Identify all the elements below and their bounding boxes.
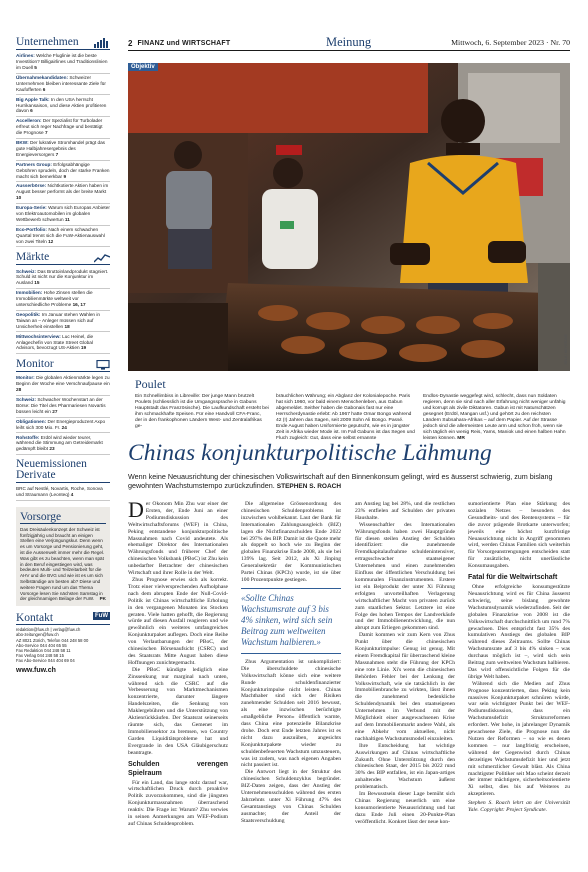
entry-text: Hohe Zinsen stellen die Immobilienmärkte weltweit vor unterschiedliche Probleme [16, 290, 93, 308]
entry-label: Monitor: [16, 375, 35, 381]
section-name: Meinung [326, 35, 372, 49]
entry-label: Schweiz: [16, 397, 37, 403]
entry-page: 15 [34, 280, 40, 286]
caption-title: Poulet [135, 377, 166, 391]
entry-text: Welche Fluglinie ist die beste Investition? Billigairlines und Traditionslinien im Duell [16, 53, 108, 70]
sidebar-entry-maerkte[interactable] [16, 267, 110, 289]
entry-text: Warum sich Europas Anbieter von Elektroautomobilen im globalen Wettbewerb schwertun [16, 205, 110, 222]
sidebar-entry-emissionen[interactable] [16, 485, 110, 501]
sidebar-entry-unternehmen[interactable] [16, 182, 110, 204]
entry-label: Airlines: [16, 53, 35, 59]
entry-text: Der Spezialist für Turbolader erfreut sich reger Nachfrage und bestätigt die Prognose [16, 118, 103, 136]
sidebar-entry-unternehmen[interactable] [16, 161, 110, 183]
section-maerkte [16, 251, 110, 265]
monitor-icon [96, 360, 110, 370]
vorsorge-title: Vorsorge [20, 511, 106, 524]
unternehmen-list [16, 52, 110, 247]
entry-label: Schweiz: [16, 268, 37, 274]
entry-text: Nichtkotierte Aktien haben im August besser performt als der breite Markt [16, 183, 109, 195]
sidebar-entry-monitor[interactable] [16, 433, 110, 455]
line-chart-icon [94, 253, 110, 263]
bar-chart-icon [94, 38, 110, 48]
entry-label: Accelleron: [16, 118, 42, 124]
sidebar-entry-unternehmen[interactable] [16, 226, 110, 248]
kontakt-line: Abo-Service 044 404 65 55 [16, 642, 67, 648]
entry-label: Ausserbörse: [16, 183, 47, 189]
kontakt-line: Fax Verlag 044 248 58 15 [16, 653, 64, 659]
subheading: Schulden verengen Spielraum [128, 760, 228, 777]
entry-text: Im Januar stehen Wahlen in Taiwan an – Anleger müssen sich auf Unsicherheit einstellen [16, 311, 100, 329]
entry-label: Übernahmekandidaten: [16, 74, 69, 80]
entry-text: Die globalen Aktienmärkte legen zu Beginn der Woche eine Verschnaufpause ein [16, 375, 110, 387]
drop-cap: D [128, 501, 144, 522]
entry-text: Der lukrative Stromhandel prägt das gute Halbjahresergebnis des Energieversorgers [16, 140, 106, 157]
section-monitor [16, 358, 110, 372]
vorsorge-box [16, 507, 110, 606]
article-col-3: am Anstieg lag bei 28%, und die restlichen 23% entfielen auf Schulden der privaten Haushalte. Wissenschaftler des Internationalen Währungsfonds haben zwei Hauptgründe für diesen steilen Anstieg der Schulden identifiziert: die zunehmende Fremdkapitalaufnahme schuldenintensiver, ertragsschwacher staatseigener Unternehmen und einen zunehmenden Einfluss der öffentlichen Verschuldung bei kommunalen Finanzinstrumenten. Erstere ist ein Beiprodukt der unter Xi Führung erfolgten unvorteilhaften Verlagerung wirtschaftlicher Macht von privaten zurück zum staatlichen Sektor. Letztere ist eine Folge des hohen Tempos der Landverkäufe und der Immobilienentwicklung, die nun abrupt zum Erliegen gekommen sind. Damit kommen wir zum Kern von Zhus Punkt über die chinesischen Konjunkturimpulse: Genug ist genug. Mit einem Fremdkapital für überraschend kleine Massnahmen steht die Führung der KPCh eine rote Linie. Xi's wenn die chinesischen Behörden Fehler bei der Lenkung der Volkswirtschaft, wie sie tatsächlich in der Immobilienbranche zu wirkten, lässt ihnen die zunehmend bedenkliche Schuldendynamik bei den staatseigenen Unternehmen im Verbund mit der Möglichkeit einer ausgewachsenen Krise auf dem Immobilienmarkt andere Wahl, als eine Abkehr vom aktuellen, nicht nachhaltigen Wachstumsmodell einzuleiten. Ihre Entscheidung hat wichtige Auswirkungen auf Chinas wirtschaftliche Zukunft. Ohne Unterstützung durch den chinesischen Staat, der 2015 bis 2022 rund 30% des BIP entfallen, ist ein Japan-artiges anhaltendes Wachstum äußerst problematisch. Im Bewusstsein dieser Lage bemüht sich Chinas Regierung neuerlich um eine konsumorientierte Neuausrichtung und hat dazu Ende Juli einen 20-Punkte-Plan veröffentlicht. Konkret lässt der neue kon- [355, 501, 455, 825]
photo-label: Objektiv [128, 63, 158, 71]
sidebar-entry-unternehmen[interactable] [16, 204, 110, 226]
caption-col-1: Ein Schnellimbiss in Libreville: Der junge Mann brutzelt Poulets (schliesslich ist die Umgangssprache in Gabuns Hauptstadt das Französische). Die Laufkundschaft ersteht bei ihm schmackhafte Speisen. Für eine Handvoll CFA-Franc, der in den frankophonen Ländern West- und Zentralafrikas ge- [135, 394, 269, 429]
entry-page: 24 [61, 424, 67, 430]
fuw-logo-icon: FuW [95, 613, 108, 620]
entry-page: 19 [80, 345, 87, 351]
entry-text: In den USA herrscht Hurrikansaison, und diese Aktien profitieren davon [16, 96, 107, 114]
kontakt-line: AZ 8021 Zürich, Telefon 044 248 58 00 [16, 637, 89, 643]
entry-page: 6 [42, 86, 46, 92]
entry-label: Immobilien: [16, 290, 43, 296]
sidebar-entry-unternehmen[interactable] [16, 95, 110, 117]
subheading: Fatal für die Weltwirtschaft [468, 574, 558, 582]
entry-page: 7 [55, 151, 59, 157]
section-title: Unternehmen [16, 36, 79, 48]
entry-page: 7 [44, 130, 48, 136]
author-signature: Stephen S. Roach lehrt an der Universität Yale. Copyright: Project Syndicate. [468, 800, 570, 814]
pull-quote: «Sollte Chinas Wachstumsrate auf 3 bis 4% sinken, wird sich sein Beitrag zum weltweiten Wachstum halbieren.» [241, 588, 341, 654]
monitor-list [16, 374, 110, 455]
issue-date: Mittwoch, 6. September 2023 · Nr. 70 [451, 38, 570, 47]
entry-text: Das Bruttoinlandprodukt stagniert. Schuld ist nicht nur die Konjunktur im Ausland [16, 268, 109, 286]
entry-page: 28 [16, 387, 22, 393]
entry-label: Rohstoffe: [16, 434, 40, 440]
kontakt-box [16, 612, 110, 673]
photo-credit: SELA / KEYSTONE [564, 334, 568, 365]
entry-page: 9 [63, 173, 67, 179]
entry-text: Luc Heinel, die Anlagechefin von State Street Global Advisors, bevorzugt US-Aktien [16, 333, 94, 351]
entry-page: 11 [64, 216, 70, 222]
entry-page: 27 [52, 408, 58, 414]
entry-page: 23 [49, 446, 55, 452]
emissionen-list [16, 485, 110, 501]
sidebar-entry-unternehmen[interactable] [16, 52, 110, 74]
page-number: 2 [128, 38, 133, 48]
vorsorge-text: Das Dreisäulenkonzept der Schweiz ist fünfzigjährig und braucht an einigen Stellen eine Verjüngungskur. Denn wenn es um Vorsorge und Pensionierung geht, ist die Aussenwelt immer mehr die Regel. Was gibt es zu beachten, wenn man spät in den Beruf eingestiegen wird, was bedeuten Multi- und Teilzeitarbeit für die AHV und die BVG und wie ist es um sich Selbständige am besten ab? Diese und weitere Fragen rund um das Thema Vorsorge lesen Sie nächsten Samstag in der gleichnamigen Beilage der FuW. PK [20, 526, 106, 602]
entry-text: Erdöl wird wieder teurer, während die Stimmung am Getreidemarkt gedämpft bleibt [16, 434, 103, 452]
sidebar-entry-monitor[interactable] [16, 418, 110, 434]
entry-label: Geopolitik: [16, 311, 41, 317]
sidebar-entry-monitor[interactable] [16, 374, 110, 396]
article-col-1: Der Ökonom Min Zhu war einer der Ersten, der, Ende Juni an einer Podiumsdiskussion des Weltwirtschaftsforums (WEF) in China, Peking entstandene konjunkturpolitische Massnahmen nach Covid andeutete. Als ehemaliger Direktor des Internationalen Währungsfonds und früherer Chef der chinesischen Volksbank (PBoC) ist Zhu kein unbedarfter Betrachter der chinesischen Wirtschaft und ihrer Rolle in der Welt. Zhus Prognose erwies sich als korrekt. Trotz einer vielversprechenden Aufholphase nach dem abrupten Ende der Null-Covid-Politik ist Chinas wirtschaftliche Erholung in den vergangenen Monaten ins Stocken geraten. Viele hatten gehofft, die Regierung würde auf diesen Ausfall reagieren und wie gewöhnlich ein weiteres umfangreiches Konjunkturpaket auflegen. Doch eine Reihe von Verlautbarungen der PBoC, der chinesischen Börsenaufsicht (CSRC) und des Staatsrats Mitte August haben diese Hoffnungen zunichtegemacht. Die PBoC kündigte lediglich eine Zinssenkung nur marginal nach unten, während sich die CSRC auf die Verbesserung von Marktmechanismen konzentrierte, darunter längere Handelszeiten, die Senkung von Maklergebühren und die Unterstützung von Aktienrückkäufen. Der Staatsrat seinerseits räumte sich, das Gemenet im Immobiliensektor zu bremsen, wo Country Garden Liquiditätsprobleme hat und Evergrande in den USA Gläubigerschutz beantragte. Schulden verengen Spielraum Für ein Land, das lange stolz darauf war, wirtschaftlichen Druck durch proaktive Politik zuvorzukommen, sind die jüngsten Konjunkturmassnahmen überraschend reaktiv. Die Frage ist: Warum? Zhu verwies in seinen Anmerkungen am WEF-Podium auf Chinas Schuldenproblem. [128, 501, 228, 827]
entry-page: 12 [48, 238, 54, 244]
website-link[interactable]: www.fuw.ch [16, 666, 56, 674]
article-headline: Chinas konjunkturpolitische Lähmung [128, 440, 492, 466]
sidebar-entry-maerkte[interactable] [16, 289, 110, 311]
maerkte-list [16, 267, 110, 354]
sidebar [16, 36, 110, 872]
entry-label: Partners Group: [16, 161, 52, 167]
section-unternehmen [16, 36, 110, 50]
kontakt-line: Fax Redaktion 044 248 58 11 [16, 648, 71, 654]
sidebar-entry-unternehmen[interactable] [16, 117, 110, 139]
section-neuemissionen [16, 459, 110, 483]
caption-author: MR [457, 436, 465, 441]
entry-page: 10 [16, 195, 22, 201]
entry-text: Der Energieproduzent Axpo leiht sich 300 Mio. Fr. [16, 418, 106, 430]
entry-label: Europa-Serie: [16, 205, 47, 211]
kontakt-title: Kontakt FuW [16, 612, 108, 625]
entry-page: 6 [30, 108, 33, 114]
caption-col-2: bräuchlichen Währung; ein Abglanz der Kolonialepoche. Paris hat sich 1960, vor bald einem Menschenleben, aus Gabun abgemeldet. Seither haben die Gabonais fast nur eine Herrscherdynastie erlebt: Ab 1967 hatte Omar Bongo während 42 (!) Jahren das Sagen, seit 2009 Sohn Ali Bongo. Passé. Ende August haben Uniformierte geputscht, wie es in jüngster Zeit in Afrika wieder Mode ist. Im Fall Gabuns ist das Segen und Fluch zugleich: Gut, dass eine selbst ernannte [276, 394, 415, 441]
article-author: STEPHEN S. ROACH [276, 483, 342, 491]
entry-text: Erfolgsabhängige Gebühren sprudeln, doch der starke Franken macht sich bemerkbar [16, 161, 110, 179]
page-header [128, 37, 570, 49]
sidebar-entry-unternehmen[interactable] [16, 74, 110, 96]
entry-page: 16, 17 [72, 302, 86, 308]
sidebar-entry-unternehmen[interactable] [16, 139, 110, 161]
entry-page: 4 [70, 492, 74, 498]
photo-illustration [128, 63, 570, 371]
article-col-2: Die allgemeine Grössenordnung des chinesischen Schuldenproblems ist inzwischen wohlbekannt. Laut der Bank für Internationalen Zahlungsausgleich (BIZ) lagen die Nichtfinanzschulden Ende 2022 bei 297% des BIP. Damit ist die Quote mehr als doppelt so hoch wie zu Beginn der globalen Finanzkrise Ende 2008, als sie bei 139% lag. Seit 2012, als Xi Jinping Generalsekretär der Kommunistischen Partei Chinas (KPCh) wurde, ist sie über 100 Prozentpunkte gestiegen. «Sollte Chinas Wachstumsrate auf 3 bis 4% sinken, wird sich sein Beitrag zum weltweiten Wachstum halbieren.» Zhus Argumentation ist unkompliziert: Die überschuldete chinesische Volkswirtschaft könne sich eine weitere Runde schuldenfinanzierter Konjunkturimpulse nicht leisten. Chinas Machthaber sind sich der Risiken zunehmender Schulden seit 2016 bewusst, als eine inzwischen berüchtigte «maßgebliche Person» öffentlich warnte, dass China eine potenzielle Bilanzkrise drohe. Doch erst Ende letzten Jahres ist es nicht dazu auszuüben, angesichts Konjunkturpakete wieder zu schuldenbefeuerten Wachstum umzusteuern, was ist zudem, was nach eigenen Angaben nicht passiert ist. Die Antwort liegt in der Struktur des chinesischen Schuldenzyklus begründet. BIZ-Daten zeigen, dass der Anstieg der Unternehmensschulden während des ersten Jahrzehnts unter Xi Führung 47% des Gesamtanstiegs von Chinas Schulden ausmachte; der Anteil der Staatsverschuldung [241, 501, 341, 824]
section-title: Neuemissionen Derivate [16, 458, 87, 482]
article-lead: Wenn keine Neuausrichtung der chinesischen Volkswirtschaft auf den Binnenkonsum gelingt, wird es äusserst schwierig, zum bislang gewohnten Wachstumstempo zurückzufinden. STEPHEN S. ROACH [128, 472, 553, 491]
sidebar-entry-maerkte[interactable] [16, 311, 110, 333]
caption-col-3: Endlos-Dynastie weggefegt wird, schlecht, dass nun Soldaten regieren, denn sie sind nach aller Erfahrung nicht weniger unfähig und korrupt als zivile Diktatoren. Gabun ist mit Naturschätzen gesegnet (Erdöl, Mangan usf.) und gehört zu den reichsten Ländern Subsahara-Afrikas – auf dem Papier. Auf der Strasse jedoch sind die allermeisten Leute arm und schon froh, wenn sie sich täglich ein wenig Reis, Yams, Maniok und einen halben Hahn leisten können. MR [423, 394, 566, 441]
kontakt-line: Fax Abo-Service 044 404 69 04 [16, 658, 75, 664]
section-title: Monitor [16, 358, 54, 371]
article-photo [128, 63, 570, 371]
sidebar-entry-monitor[interactable] [16, 396, 110, 418]
article-col-4: sumorientierte Plan eine Stärkung des sozialen Netzes – besonders des Gesundheits- und des Rentensystems – für die zuvor prägende Brotkarte unterworfen; jeweils eine höchst kurzfristige Neuausrichtung nicht in Angriff genommen wird, werden Chinas Familien sich weiterhin für Vorsorgeanstrengungen entscheiden statt für zusätzliche, nicht unerlässliche Konsumausgaben. Fatal für die Weltwirtschaft Ohne erfolgreiche konsumgestützte Neuausrichtung wird es für China äusserst schwierig, seine bislang gewohnte Wachstumsdynamik wiederzufinden. Seit der globalen Finanzkrise von 2008 ist die Volkswirtschaft durchschnittlich um rund 7% gewachsen. Dies entspricht fast 35% des kumulativen Anstiegs des globalen BIP während dieses Zeitraums. Sollte Chinas Wachstumsrate auf 3 bis 4% sinken – was durchaus möglich ist –, wird sich sein Beitrag zum weltweiten Wachstum halbieren. Das wird offensichtliche Folgen für die übrige Welt haben. Während sich die Medien auf Zhus Prognose konzentrierten, dass Peking kein massives Konjunkturpaket schnüren würde, war sein wichtigster Punkt bei der WEF-Podiumsdiskussion, dass ein Wachstumsdefizit Strukturreformen erfordert. Wer hohe, in jahrelanger Dynamik gewachsene Ziele, die Prognose nun die Nutzen der Reformen – so wie es denen kommen – nur langfristig erscheinen, während der Gegenwind durch Chinas derzeitiges Wachstumsdefizit hier und jetzt mit schmerzlicher Gewalt bläst. Als China machtigster Politiker seit Mao scheint derzeit der immer mächtigere, sicherheitsorientierte Xi selbst, dies bis auf Weiteres zu akzeptieren. Stephen S. Roach lehrt an der Universität Yale. Copyright: Project Syndicate. [468, 501, 570, 814]
entry-text: BRC auf Nestlé, Novartis, Roche, Sonova und Straumann (Leonteq) [16, 486, 103, 498]
entry-label: Mittwochsinterview: [16, 333, 61, 339]
header-rule [128, 50, 570, 51]
sidebar-entry-maerkte[interactable] [16, 332, 110, 354]
entry-page: 18 [64, 323, 70, 329]
entry-text: Nach einem schwachen Quartal trennt sich die FuW-Aktienauswahl von zwei Titeln [16, 226, 105, 244]
entry-label: Big Apple Talk: [16, 96, 50, 102]
entry-text: Schweizer Unternehmen bleiben interessante Ziele für Kaufofferten [16, 74, 106, 92]
kontakt-lines [16, 627, 110, 663]
section-title: Märkte [16, 251, 50, 264]
entry-label: BKW: [16, 140, 29, 145]
entry-label: Eco-Portfolio: [16, 226, 47, 232]
entry-page: 5 [34, 65, 37, 70]
kontakt-line: redaktion@fuw.ch | verlag@fuw.ch [16, 627, 81, 633]
publication-brand: FINANZ und WIRTSCHAFT [137, 39, 231, 47]
entry-text: Schwacher Wochenstart an der Börse: Die Titel des Pharmariesen Novartis büssen leicht ein [16, 397, 106, 414]
kontakt-line: abo-zeitungen@fuw.ch [16, 632, 59, 638]
entry-label: Obligationen: [16, 418, 47, 424]
